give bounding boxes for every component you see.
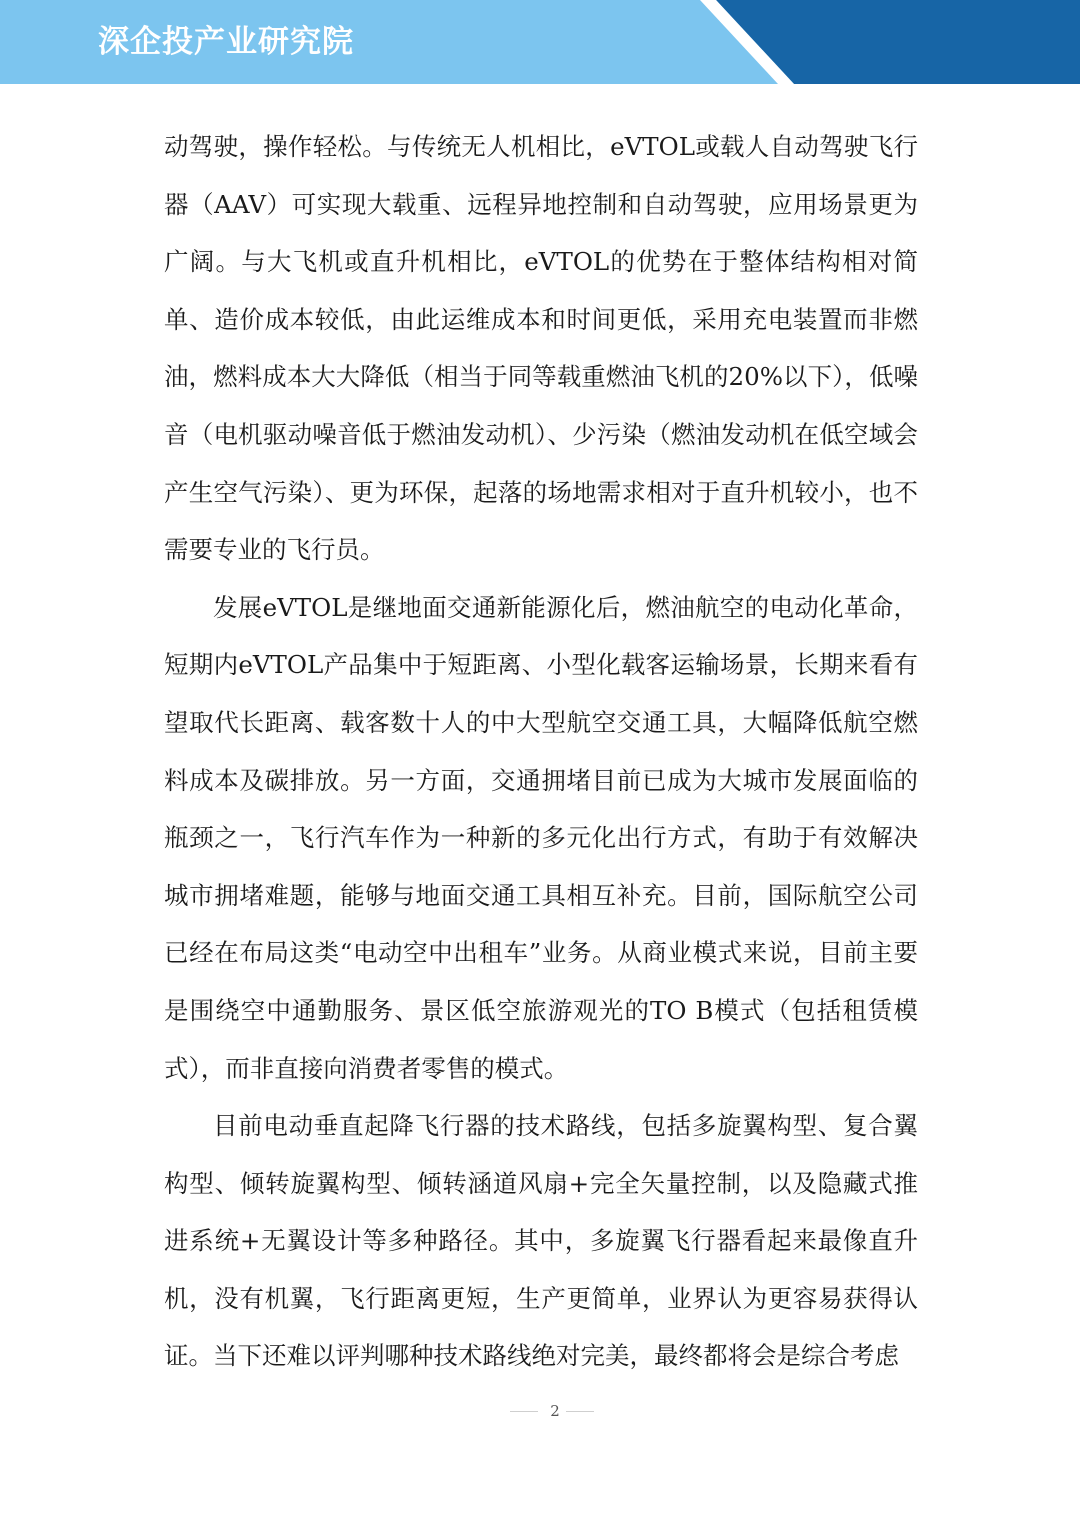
header-title: 深企投产业研究院 (98, 24, 354, 60)
article-body (164, 118, 918, 1385)
footer-rule-left (510, 1411, 538, 1412)
paragraph: 发展eVTOL是继地面交通新能源化后，燃油航空的电动化革命，短期内eVTOL产品集中于短距离、小型化载客运输场景，长期来看有望取代长距离、载客数十人的中大型航空交通工具，大幅降低航空燃料成本及碳排放。另一方面，交通拥堵目前已成为大城市发展面临的瓶颈之一，飞行汽车作为一种新的多元化出行方式，有助于有效解决城市拥堵难题，能够与地面交通工具相互补充。目前，国际航空公司已经在布局这类“电动空中出租车”业务。从商业模式来说，目前主要是围绕空中通勤服务、景区低空旅游观光的TO B模式（包括租赁模式），而非直接向消费者零售的模式。 (164, 592, 918, 1083)
paragraph: 动驾驶，操作轻松。与传统无人机相比，eVTOL或载人自动驾驶飞行器（AAV）可实现大载重、远程异地控制和自动驾驶，应用场景更为广阔。与大飞机或直升机相比，eVTOL的优势在于整体结构相对简单、造价成本较低，由此运维成本和时间更低，采用充电装置而非燃油，燃料成本大大降低（相当于同等载重燃油飞机的20%以下），低噪音（电机驱动噪音低于燃油发动机）、少污染（燃油发动机在低空域会产生空气污染）、更为环保，起落的场地需求相对于直升机较小，也不需要专业的飞行员。 (164, 132, 918, 565)
paragraph: 目前电动垂直起降飞行器的技术路线，包括多旋翼构型、复合翼构型、倾转旋翼构型、倾转涵道风扇+完全矢量控制，以及隐藏式推进系统+无翼设计等多种路径。其中，多旋翼飞行器看起来最像直升机，没有机翼，飞行距离更短，生产更简单，业界认为更容易获得认证。当下还难以评判哪种技术路线绝对完美，最终都将会是综合考虑 (164, 1111, 918, 1371)
footer-rule-right (566, 1411, 594, 1412)
page-number: 2 (550, 1402, 560, 1420)
page-footer (0, 1398, 1080, 1428)
page-header (0, 0, 1080, 84)
